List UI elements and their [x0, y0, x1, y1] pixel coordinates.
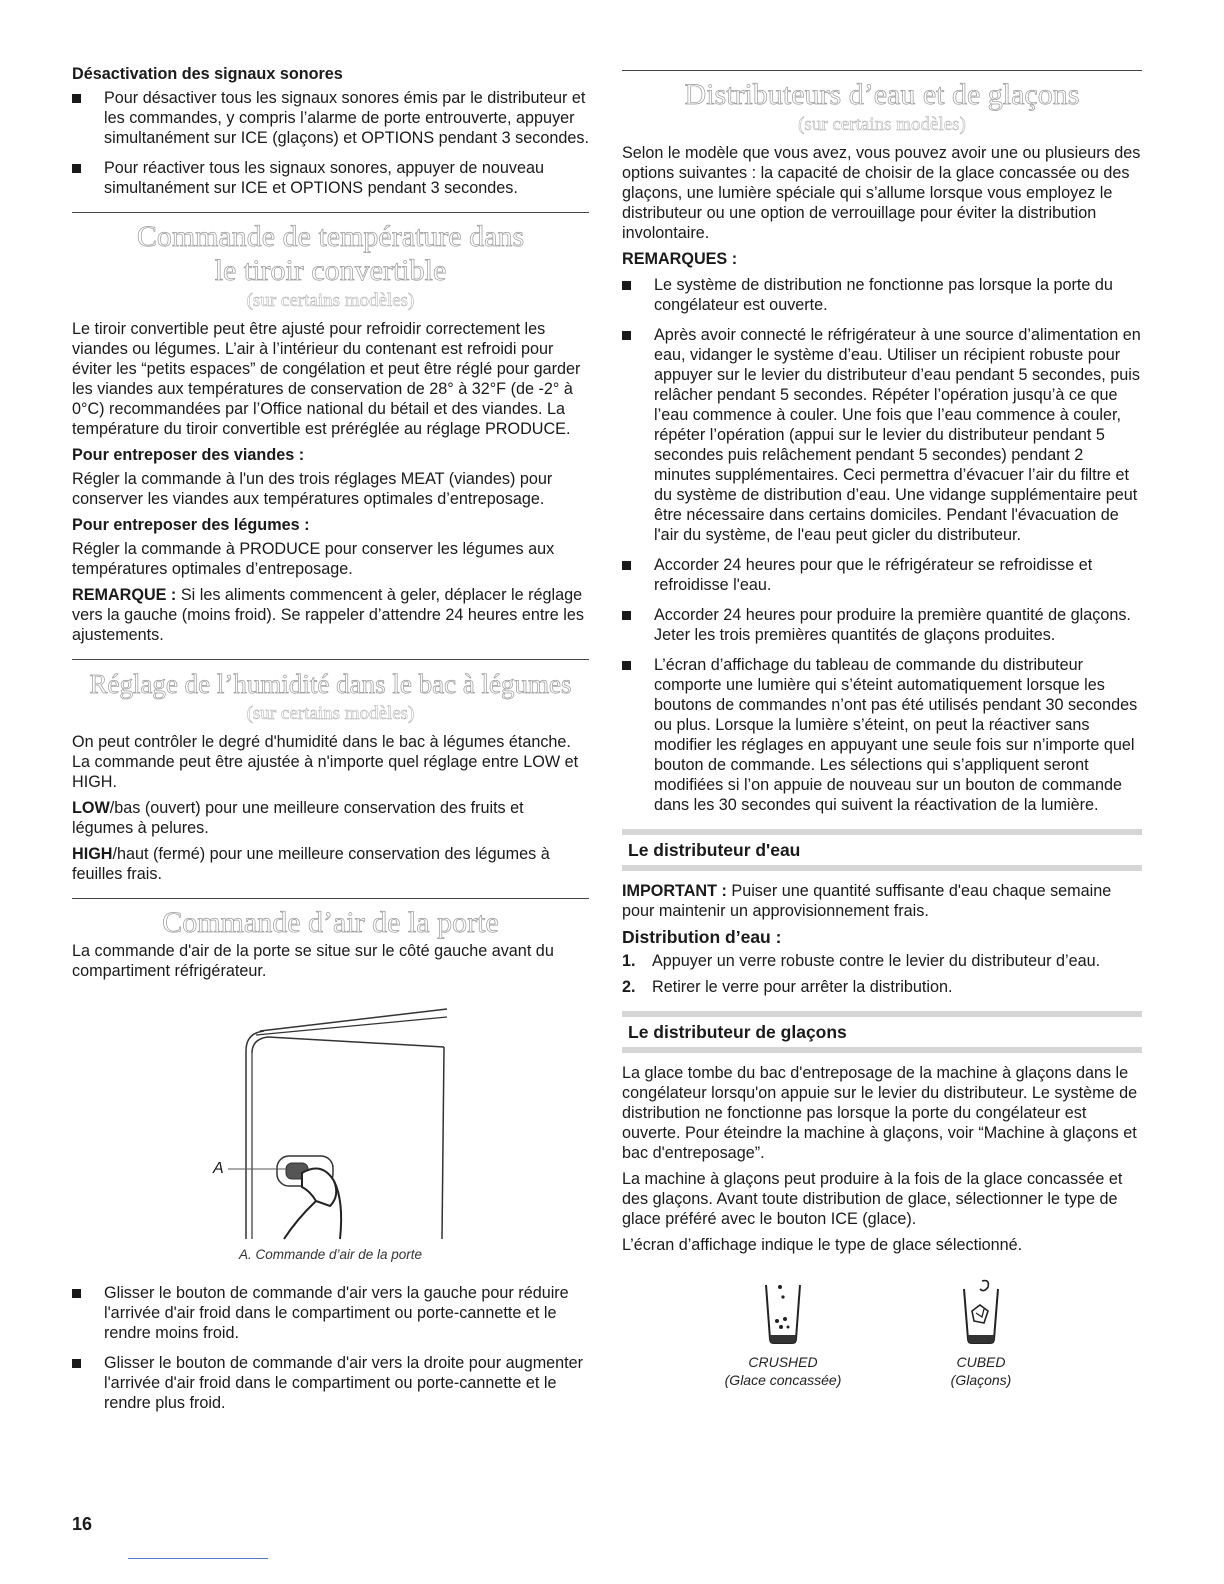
list-item: Après avoir connecté le réfrigérateur à une source d’alimentation en eau, vidanger le système d’eau. Utiliser un récipient robuste pour appuyer sur le levier du distributeur d’eau pendant 5 secondes, puis relâcher pendant 5 secondes. Répéter l’opération jusqu’à ce que l’eau commence à couler. Une fois que l’eau commence à couler, répéter l’opération (appui sur le levier du distributeur pendant 5 secondes puis relâchement pendant 5 secondes) pendant 2 minutes supplémentaires. Ceci permettra d’évacuer l’air du filtre et du système de distribution d’eau. Une vidange supplémentaire peut être nécessaire dans certains domiciles. Pendant l'évacuation de l'air du système, de l'eau peut gicler du distributeur.: [622, 325, 1142, 545]
list-item: Pour réactiver tous les signaux sonores, appuyer de nouveau simultanément sur ICE et OPTIONS pendant 3 secondes.: [72, 158, 589, 198]
meat-text: Régler la commande à l'un des trois réglages MEAT (viandes) pour conserver les viandes aux températures optimales d’entreposage.: [72, 470, 553, 508]
cubed-option: [921, 1277, 1041, 1389]
notes-heading: REMARQUES :: [622, 250, 738, 268]
ice-type-icons: [622, 1277, 1142, 1389]
ice-dispenser-heading: Le distributeur de glaçons: [622, 1011, 1142, 1053]
drawer-intro: Le tiroir convertible peut être ajusté pour refroidir correctement les viandes ou légumes. L’air à l’intérieur du contenant est refroidi pour éviter les “petits espaces” de congélation et peut être réglé pour garder les viandes aux températures de conservation de 28° à 32°F (de -2° à 0°C) recommandées par l’Office national du bétail et des viandes. La température du tiroir convertible est préréglée au réglage PRODUCE.: [72, 320, 581, 438]
humidity-title: Réglage de l’humidité dans le bac à légumes: [89, 669, 572, 699]
low-text: /bas (ouvert) pour une meilleure conservation des fruits et légumes à pelures.: [72, 799, 524, 837]
figure-callout-label: A: [213, 1160, 224, 1177]
humidity-intro: On peut contrôler le degré d'humidité dans le bac à légumes étanche. La commande peut être ajustée à n'importe quel réglage entre LOW et HIGH.: [72, 733, 579, 791]
figure-caption: A. Commande d’air de la porte: [238, 1247, 423, 1262]
high-text: /haut (fermé) pour une meilleure conservation des légumes à feuilles frais.: [72, 845, 550, 883]
section-divider: [72, 659, 589, 660]
sound-bullet-list: [72, 88, 589, 198]
section-divider: [72, 898, 589, 899]
crushed-label: CRUSHED: [748, 1354, 818, 1370]
section-divider: [622, 70, 1142, 71]
door-air-illustration: [72, 991, 589, 1241]
crushed-ice-icon: [760, 1277, 806, 1353]
notes-list: [622, 275, 1142, 815]
list-item: Glisser le bouton de commande d'air vers la gauche pour réduire l'arrivée d'air froid dans le compartiment ou porte-cannette et le rendre moins froid.: [72, 1283, 589, 1343]
list-item: Accorder 24 heures pour produire la première quantité de glaçons. Jeter les trois premières quantités de glaçons produites.: [622, 605, 1142, 645]
water-important: [622, 881, 1142, 921]
right-column: [622, 64, 1142, 1389]
section-divider: [72, 212, 589, 213]
water-steps-heading: Distribution d’eau :: [622, 927, 782, 947]
water-dispenser-heading: Le distributeur d'eau: [622, 829, 1142, 871]
list-item: Pour désactiver tous les signaux sonores émis par le distributeur et les commandes, y compris l’alarme de porte entrouverte, appuyer simultanément sur ICE (glaçons) et OPTIONS pendant 3 secondes.: [72, 88, 589, 148]
dispensers-title: Distributeurs d’eau et de glaçons: [684, 78, 1080, 111]
ice-paragraph-3: L’écran d’affichage indique le type de glace sélectionné.: [622, 1236, 1023, 1254]
step-number: 1.: [622, 952, 636, 970]
high-label: HIGH: [72, 845, 113, 863]
humidity-low: [72, 798, 589, 838]
door-air-title: Commande d’air de la porte: [162, 906, 499, 939]
water-steps-list: [622, 951, 1142, 997]
door-air-figure: [72, 991, 589, 1241]
drawer-title-line1: Commande de température dans: [136, 220, 525, 253]
important-label: IMPORTANT :: [622, 882, 727, 900]
list-item: [622, 977, 1142, 997]
list-item: L’écran d’affichage du tableau de commande du distributeur comporte une lumière qui s’éteint automatiquement lorsque les boutons de commandes n’ont pas été utilisés pendant 30 secondes ou plus. Lorsque la lumière s’éteint, on peut la réactiver sans modifier les réglages en appuyant une seule fois sur n’importe quel bouton de commande. Les sélections qui s’appliquent seront modifiées si l’on appuie de nouveau sur un bouton de commande dans les 30 secondes qui suivent la réactivation de la lumière.: [622, 655, 1142, 815]
list-item: [622, 951, 1142, 971]
step-text: Appuyer un verre robuste contre le levier du distributeur d’eau.: [652, 952, 1101, 970]
dispensers-subtitle: (sur certains modèles): [798, 114, 966, 135]
list-item: Accorder 24 heures pour que le réfrigérateur se refroidisse et refroidisse l'eau.: [622, 555, 1142, 595]
note-label: REMARQUE :: [72, 586, 177, 604]
door-air-intro: La commande d'air de la porte se situe sur le côté gauche avant du compartiment réfrigérateur.: [72, 942, 554, 980]
drawer-title-line2: le tiroir convertible: [214, 254, 447, 287]
low-label: LOW: [72, 799, 110, 817]
drawer-note: [72, 585, 589, 645]
ice-paragraph-1: La glace tombe du bac d'entreposage de la machine à glaçons dans le congélateur lorsqu'on appuie sur le levier du distributeur. Le système de distribution ne fonctionne pas lorsque la porte du congélateur est ouverte. Pour éteindre la machine à glaçons, voir “Machine à glaçons et bac d'entreposage”.: [622, 1064, 1138, 1162]
drawer-subtitle: (sur certains modèles): [246, 290, 415, 311]
list-item: Glisser le bouton de commande d'air vers la droite pour augmenter l'arrivée d'air froid dans le compartiment ou porte-cannette et le rendre plus froid.: [72, 1353, 589, 1413]
meat-heading: Pour entreposer des viandes :: [72, 446, 305, 464]
important-text: Puiser une quantité suffisante d'eau chaque semaine pour maintenir un approvisionnement frais.: [622, 882, 1112, 920]
crushed-sublabel: (Glace concassée): [724, 1372, 842, 1388]
cubed-ice-icon: [958, 1277, 1004, 1353]
note-text: Si les aliments commencent à geler, déplacer le réglage vers la gauche (moins froid). Se rappeler d’attendre 24 heures entre les ajustements.: [72, 586, 584, 644]
humidity-high: [72, 844, 589, 884]
cubed-label: CUBED: [956, 1354, 1006, 1370]
left-column: [72, 64, 589, 1423]
dispensers-intro: Selon le modèle que vous avez, vous pouvez avoir une ou plusieurs des options suivantes : la capacité de choisir de la glace concassée ou des glaçons, une lumière spéciale qui s’allume lorsque vous employez le distributeur ou une option de verrouillage pour éviter la distribution involontaire.: [622, 144, 1141, 242]
door-air-bullet-list: [72, 1283, 589, 1413]
page-number: 16: [72, 1514, 93, 1534]
ice-paragraph-2: La machine à glaçons peut produire à la fois de la glace concassée et des glaçons. Avant toute distribution de glace, sélectionner le type de glace préféré avec le bouton ICE (glace).: [622, 1170, 1123, 1228]
sound-heading: Désactivation des signaux sonores: [72, 65, 343, 83]
veg-text: Régler la commande à PRODUCE pour conserver les légumes aux températures optimales d’entreposage.: [72, 540, 555, 578]
step-text: Retirer le verre pour arrêter la distribution.: [652, 978, 953, 996]
veg-heading: Pour entreposer des légumes :: [72, 516, 310, 534]
step-number: 2.: [622, 978, 636, 996]
humidity-subtitle: (sur certains modèles): [246, 703, 415, 724]
footer-rule: [128, 1558, 268, 1559]
crushed-option: [723, 1277, 843, 1389]
list-item: Le système de distribution ne fonctionne pas lorsque la porte du congélateur est ouverte.: [622, 275, 1142, 315]
cubed-sublabel: (Glaçons): [950, 1372, 1012, 1388]
